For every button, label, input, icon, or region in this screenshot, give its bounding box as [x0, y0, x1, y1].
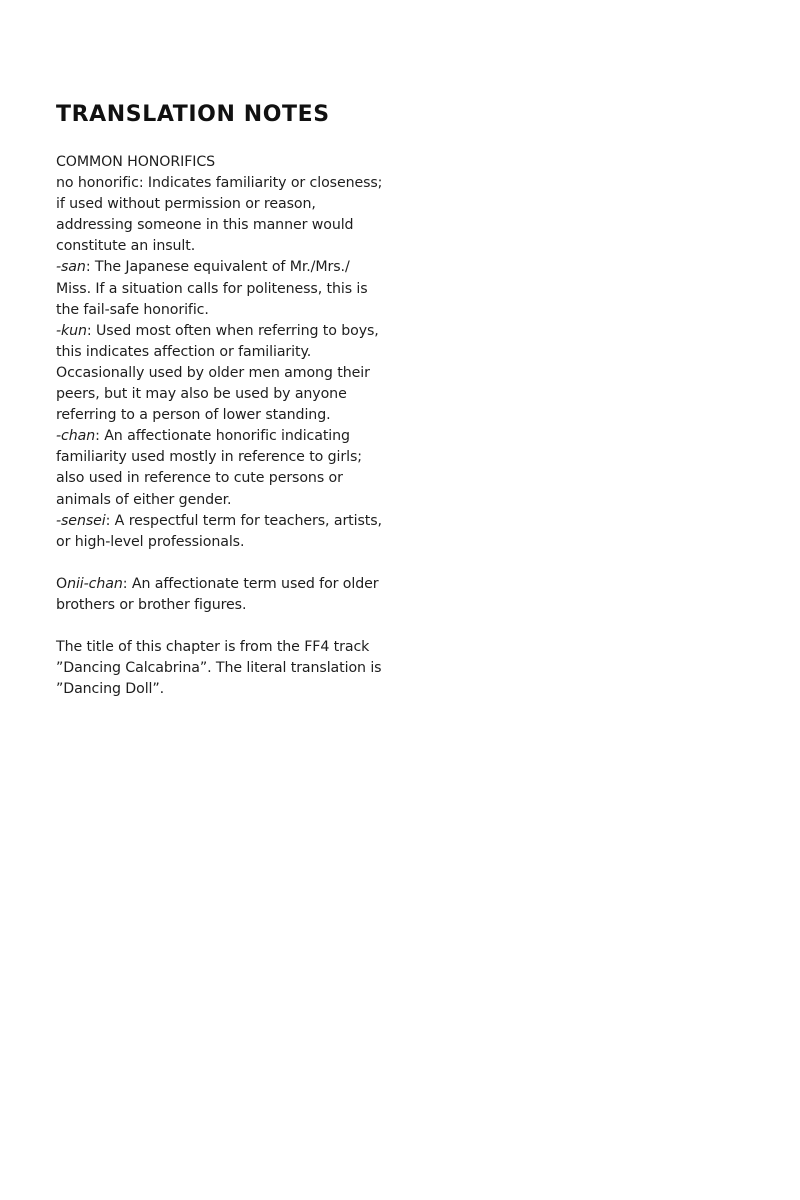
entry-term: -chan [56, 428, 96, 445]
notes-body [56, 152, 386, 700]
entry-description: : An affectionate term used for older brothers or brother figures. [56, 575, 379, 613]
entry-kun [56, 321, 386, 426]
entry-term-lead: O [56, 575, 68, 592]
chapter-title-note: The title of this chapter is from the FF4 track ”Dancing Calcabrina”. The literal translation is ”Dancing Doll”. [56, 639, 382, 698]
entry-description: : Used most often when referring to boys, this indicates affection or familiarity. Occasionally used by older men among their peers, but it may also be used by anyone referring to a person of lower standing. [56, 322, 379, 424]
entry-description: : An affectionate honorific indicating familiarity used mostly in reference to girls; also used in reference to cute persons or animals of either gender. [56, 428, 362, 508]
entry-onii-chan [56, 574, 386, 616]
page-title: TRANSLATION NOTES [56, 102, 330, 127]
paragraph-gap [56, 616, 386, 637]
entry-no-honorific [56, 173, 386, 257]
entry-chan [56, 426, 386, 510]
entry-description: : A respectful term for teachers, artists, or high-level professionals. [56, 512, 382, 550]
paragraph-gap [56, 553, 386, 574]
entry-description: : The Japanese equivalent of Mr./Mrs./ Miss. If a situation calls for politeness, this is the fail-safe honorific. [56, 259, 368, 318]
entry-term: -kun [56, 322, 87, 339]
entry-term: nii-chan [67, 575, 123, 592]
entry-sensei [56, 511, 386, 553]
section-heading: COMMON HONORIFICS [56, 154, 216, 170]
entry-term: no honorific [56, 175, 139, 192]
entry-san [56, 257, 386, 320]
entry-term: -sensei [56, 512, 106, 529]
entry-description: : Indicates familiarity or closeness; if used without permission or reason, addressing someone in this manner would constitute an insult. [56, 175, 383, 255]
entry-term: -san [56, 259, 86, 276]
